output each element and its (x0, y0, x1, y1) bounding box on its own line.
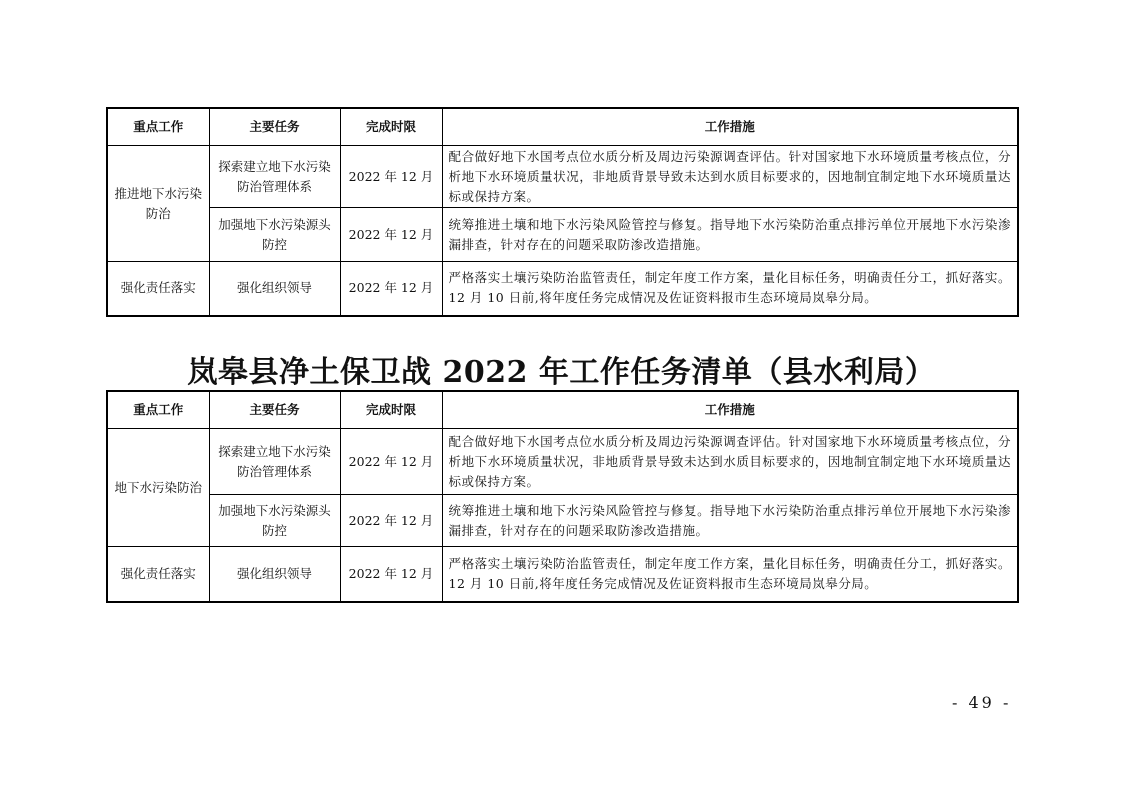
table-row (107, 547, 1018, 602)
measure-cell: 配合做好地下水国考点位水质分析及周边污染源调查评估。针对国家地下水环境质量考核点位，分析地下水环境质量状况，非地质背景导致未达到水质目标要求的，因地制宜制定地下水环境质量达标或保持方案。 (442, 146, 1018, 208)
measure-cell: 统筹推进土壤和地下水污染风险管控与修复。指导地下水污染防治重点排污单位开展地下水污染渗漏排查，针对存在的问题采取防渗改造措施。 (442, 208, 1018, 262)
table-header-row (107, 108, 1018, 146)
task-table-2 (106, 390, 1019, 603)
task-cell: 加强地下水污染源头防控 (209, 208, 340, 262)
table-row (107, 262, 1018, 316)
table-row (107, 146, 1018, 208)
header-deadline: 完成时限 (340, 391, 442, 429)
key-work-cell: 地下水污染防治 (107, 429, 209, 547)
header-main-task: 主要任务 (209, 391, 340, 429)
deadline-cell: 2022 年 12 月 (340, 495, 442, 547)
key-work-cell: 强化责任落实 (107, 547, 209, 602)
measure-cell: 严格落实土壤污染防治监管责任，制定年度工作方案，量化目标任务，明确责任分工，抓好落实。12 月 10 日前,将年度任务完成情况及佐证资料报市生态环境局岚皋分局。 (442, 262, 1018, 316)
table-header-row (107, 391, 1018, 429)
task-cell: 探索建立地下水污染防治管理体系 (209, 146, 340, 208)
task-cell: 探索建立地下水污染防治管理体系 (209, 429, 340, 495)
table-row (107, 429, 1018, 495)
measure-cell: 统筹推进土壤和地下水污染风险管控与修复。指导地下水污染防治重点排污单位开展地下水污染渗漏排查，针对存在的问题采取防渗改造措施。 (442, 495, 1018, 547)
table-row (107, 495, 1018, 547)
header-measures: 工作措施 (442, 391, 1018, 429)
measure-cell: 严格落实土壤污染防治监管责任，制定年度工作方案，量化目标任务，明确责任分工，抓好落实。12 月 10 日前,将年度任务完成情况及佐证资料报市生态环境局岚皋分局。 (442, 547, 1018, 602)
table-row (107, 208, 1018, 262)
task-cell: 强化组织领导 (209, 547, 340, 602)
task-cell: 加强地下水污染源头防控 (209, 495, 340, 547)
key-work-cell: 推进地下水污染防治 (107, 146, 209, 262)
deadline-cell: 2022 年 12 月 (340, 547, 442, 602)
header-deadline: 完成时限 (340, 108, 442, 146)
page-number: - 49 - (952, 693, 1012, 712)
measure-cell: 配合做好地下水国考点位水质分析及周边污染源调查评估。针对国家地下水环境质量考核点位，分析地下水环境质量状况，非地质背景导致未达到水质目标要求的，因地制宜制定地下水环境质量达标或保持方案。 (442, 429, 1018, 495)
deadline-cell: 2022 年 12 月 (340, 429, 442, 495)
deadline-cell: 2022 年 12 月 (340, 146, 442, 208)
header-measures: 工作措施 (442, 108, 1018, 146)
header-key-work: 重点工作 (107, 108, 209, 146)
task-cell: 强化组织领导 (209, 262, 340, 316)
page-title: 岚皋县净土保卫战 2022 年工作任务清单（县水利局） (187, 355, 936, 390)
deadline-cell: 2022 年 12 月 (340, 208, 442, 262)
task-table-1 (106, 107, 1019, 317)
deadline-cell: 2022 年 12 月 (340, 262, 442, 316)
header-key-work: 重点工作 (107, 391, 209, 429)
header-main-task: 主要任务 (209, 108, 340, 146)
key-work-cell: 强化责任落实 (107, 262, 209, 316)
